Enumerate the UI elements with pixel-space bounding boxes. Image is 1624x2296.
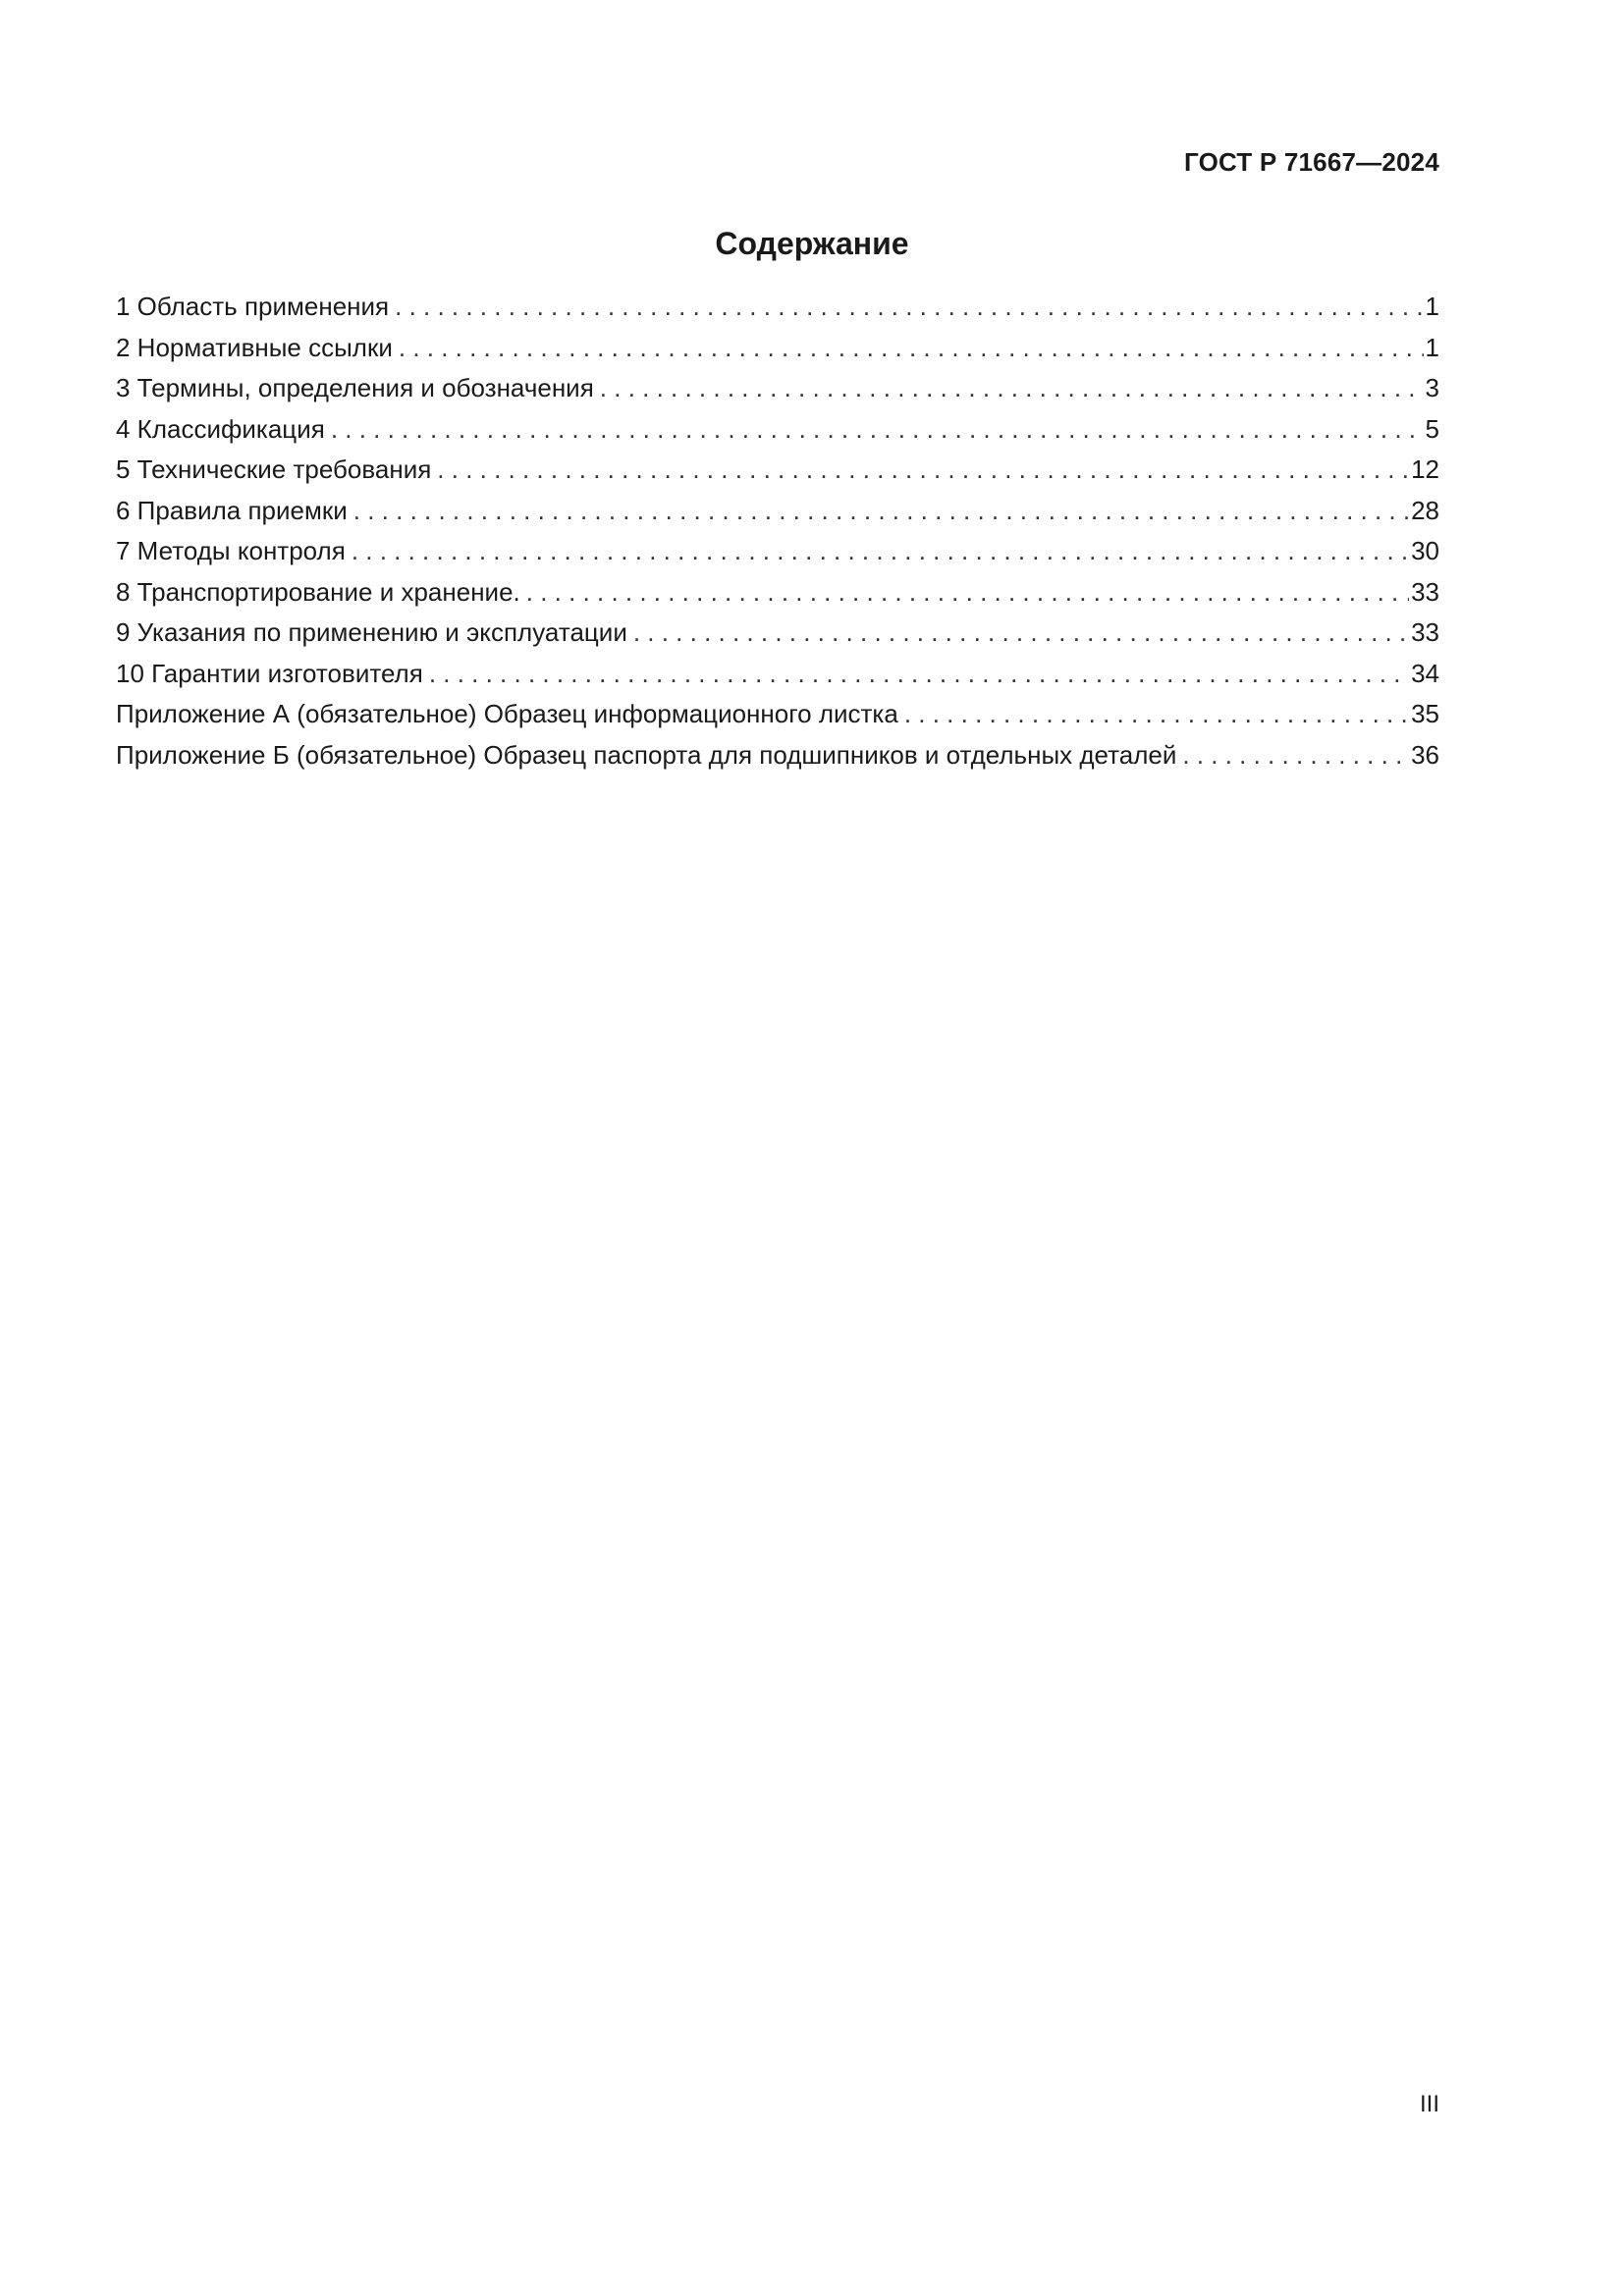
toc-entry-label: 8 Транспортирование и хранение. bbox=[116, 576, 520, 607]
toc-entry-label: Приложение А (обязательное) Образец информационного листка bbox=[116, 699, 898, 728]
dot-leader bbox=[395, 287, 1423, 328]
toc-entry-page: 30 bbox=[1411, 536, 1439, 565]
toc-entry-page: 1 bbox=[1425, 292, 1439, 321]
toc-entry[interactable] bbox=[116, 613, 1439, 654]
toc-entry-label: 3 Термины, определения и обозначения bbox=[116, 373, 594, 402]
toc-entry[interactable] bbox=[116, 287, 1439, 328]
toc-entry-label: 5 Технические требования bbox=[116, 454, 432, 484]
toc-entry-page: 5 bbox=[1425, 413, 1439, 444]
toc-entry-page: 35 bbox=[1411, 699, 1439, 728]
toc-entry-page: 1 bbox=[1425, 332, 1439, 362]
toc-entry[interactable] bbox=[116, 491, 1439, 532]
toc-entry[interactable] bbox=[116, 450, 1439, 491]
dot-leader bbox=[526, 572, 1409, 614]
dot-leader bbox=[904, 694, 1409, 735]
toc-entry-label: 2 Нормативные ссылки bbox=[116, 332, 393, 362]
toc-entry-label: 1 Область применения bbox=[116, 292, 390, 321]
document-id: ГОСТ Р 71667—2024 bbox=[1184, 147, 1439, 177]
toc-entry[interactable] bbox=[116, 368, 1439, 409]
page-number: III bbox=[1419, 2091, 1439, 2117]
toc-entry[interactable] bbox=[116, 654, 1439, 695]
toc-entry[interactable] bbox=[116, 531, 1439, 572]
toc-entry-page: 33 bbox=[1411, 576, 1439, 607]
toc-entry[interactable] bbox=[116, 572, 1439, 614]
toc-entry-page: 12 bbox=[1411, 454, 1439, 484]
dot-leader bbox=[1182, 735, 1409, 776]
toc-entry-label: 7 Методы контроля bbox=[116, 536, 346, 565]
toc-entry-label: 4 Классификация bbox=[116, 413, 325, 444]
toc-entry-label: Приложение Б (обязательное) Образец паспорта для подшипников и отдельных деталей bbox=[116, 739, 1177, 770]
toc-entry-label: 9 Указания по применению и эксплуатации bbox=[116, 617, 627, 647]
dot-leader bbox=[331, 409, 1424, 451]
toc-entry[interactable] bbox=[116, 409, 1439, 451]
toc-entry-page: 28 bbox=[1411, 495, 1439, 525]
dot-leader bbox=[600, 368, 1424, 409]
toc-entry[interactable] bbox=[116, 328, 1439, 369]
dot-leader bbox=[399, 328, 1424, 369]
dot-leader bbox=[633, 613, 1409, 654]
toc-entry-page: 33 bbox=[1411, 617, 1439, 647]
dot-leader bbox=[353, 491, 1409, 532]
toc-entry-page: 34 bbox=[1411, 658, 1439, 688]
toc-entry[interactable] bbox=[116, 694, 1439, 735]
toc-entry-label: 10 Гарантии изготовителя bbox=[116, 658, 423, 688]
table-of-contents bbox=[116, 287, 1439, 775]
dot-leader bbox=[352, 531, 1409, 572]
toc-entry-page: 36 bbox=[1411, 739, 1439, 770]
dot-leader bbox=[437, 450, 1409, 491]
toc-entry-page: 3 bbox=[1425, 373, 1439, 402]
dot-leader bbox=[429, 654, 1409, 695]
toc-entry-label: 6 Правила приемки bbox=[116, 495, 348, 525]
toc-entry[interactable] bbox=[116, 735, 1439, 776]
toc-title: Содержание bbox=[715, 226, 909, 261]
